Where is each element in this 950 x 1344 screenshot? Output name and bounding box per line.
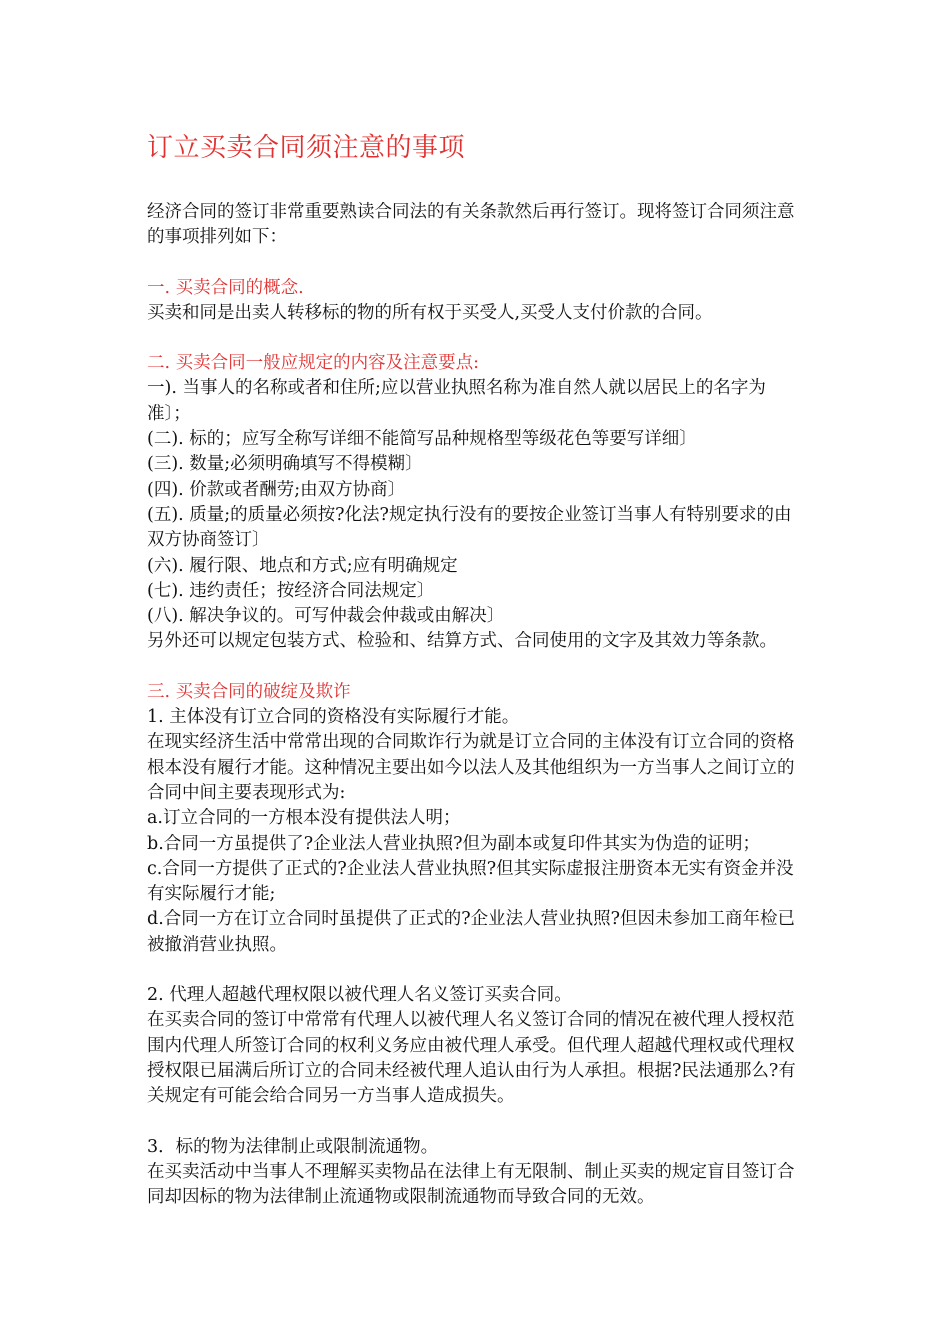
section3-sub1-item: d.合同一方在订立合同时虽提供了正式的?企业法人营业执照?但因未参加工商年检已被撤消营业执照。 (147, 909, 796, 955)
spacer (147, 655, 807, 680)
section3-heading: 三. 买卖合同的破绽及欺诈 (147, 681, 351, 702)
section2-item: 另外还可以规定包装方式、检验和、结算方式、合同使用的文字及其效力等条款。 (147, 631, 777, 652)
section3-sub1-item: b.合同一方虽提供了?企业法人营业执照?但为副本或复印件其实为伪造的证明； (147, 833, 761, 854)
document-title: 订立买卖合同须注意的事项 (147, 133, 466, 163)
spacer (147, 1110, 807, 1135)
spacer (147, 326, 807, 351)
section3-sub2-body: 在买卖合同的签订中常常有代理人以被代理人名义签订合同的情况在被代理人授权范围内代理人所签订合同的权利义务应由被代理人承受。但代理人超越代理权或代理权授权限已届满后所订立的合同未经被代理人追认由行为人承担。根据?民法通那么?有关规定有可能会给合同另一方当事人造成损失。 (147, 1010, 796, 1107)
section1-body: 买卖和同是出卖人转移标的物的所有权于买受人,买受人支付价款的合同。 (147, 302, 713, 323)
section2-item: (八). 解决争议的。可写仲裁会仲裁或由解决〕 (147, 606, 505, 627)
section2-heading: 二. 买卖合同一般应规定的内容及注意要点: (147, 353, 480, 374)
section1-heading: 一. 买卖合同的概念. (147, 277, 304, 298)
section2-item: (二). 标的；应写全称写详细不能简写品种规格型等级花色等要写详细〕 (147, 429, 697, 450)
section2-item: 一). 当事人的名称或者和住所;应以营业执照名称为准自然人就以居民上的名字为准〕； (147, 378, 766, 424)
section3-sub1-item: c.合同一方提供了正式的?企业法人营业执照?但其实际虚报注册资本无实有资金并没有实际履行才能; (147, 858, 794, 905)
spacer (147, 958, 807, 983)
section3-sub3-title: 3．标的物为法律制止或限制流通物。 (147, 1136, 439, 1157)
section2-item: (七). 违约责任；按经济合同法规定〕 (147, 580, 435, 601)
section2-item: (四). 价款或者酬劳;由双方协商〕 (147, 479, 406, 500)
section2-item: (三). 数量;必须明确填写不得模糊〕 (147, 454, 423, 475)
section3-sub3-body: 在买卖活动中当事人不理解买卖物品在法律上有无限制、制止买卖的规定盲目签订合同却因标的物为法律制止流通物或限制流通物而导致合同的无效。 (147, 1161, 795, 1208)
document-page (147, 130, 807, 1210)
section2-item: (五). 质量;的质量必须按?化法?规定执行没有的要按企业签订当事人有特别要求的由双方协商签订〕 (147, 504, 792, 551)
intro-paragraph: 经济合同的签订非常重要熟读合同法的有关条款然后再行签订。现将签订合同须注意的事项排列如下： (147, 202, 795, 248)
section3-sub1-body: 在现实经济生活中常常出现的合同欺诈行为就是订立合同的主体没有订立合同的资格根本没有履行才能。这种情况主要出如今以法人及其他组织为一方当事人之间订立的合同中间主要表现形式为: (147, 732, 795, 803)
section2-item: (六). 履行限、地点和方式;应有明确规定 (147, 555, 458, 576)
section3-sub1-item: a.订立合同的一方根本没有提供法人明； (147, 808, 461, 829)
section3-sub2-title: 2. 代理人超越代理权限以被代理人名义签订买卖合同。 (147, 985, 572, 1006)
spacer (147, 251, 807, 276)
section3-sub1-title: 1. 主体没有订立合同的资格没有实际履行才能。 (147, 707, 520, 728)
